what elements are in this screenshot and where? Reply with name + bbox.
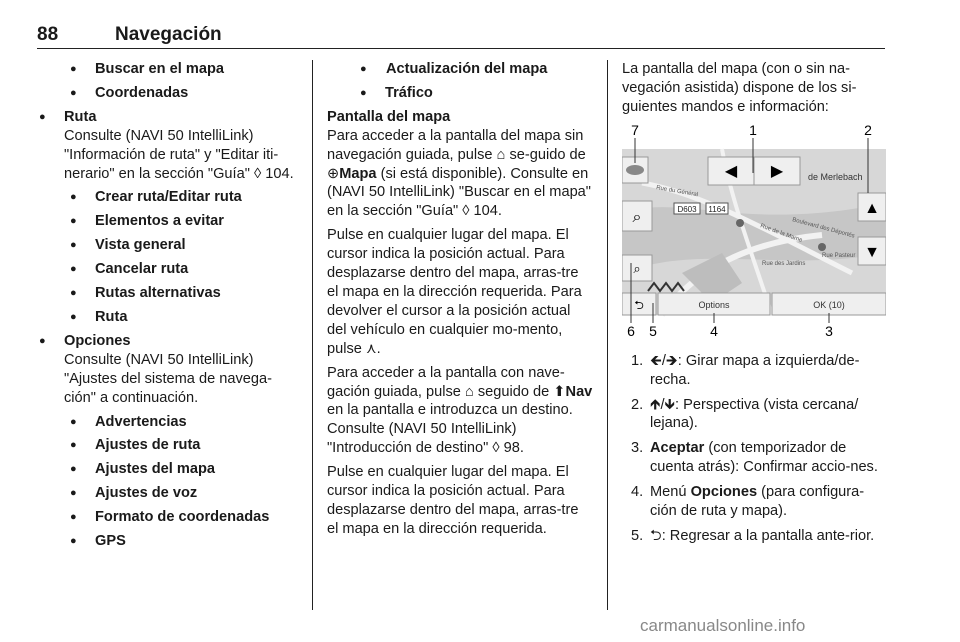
list-item: ● Actualización del mapa bbox=[327, 60, 593, 79]
paragraph: Pulse en cualquier lugar del mapa. El cursor indica la posición actual. Para desplazarse dentro del mapa, arras-tre el mapa en la dirección requerida. Para devolver el cursor a la posición actual del vehículo en cualquier mo-mento, pulse ⋏. bbox=[327, 227, 582, 357]
up-arrow-icon: ▲ bbox=[864, 199, 880, 217]
list-item: ● Ruta bbox=[37, 308, 299, 327]
page-number: 88 bbox=[37, 24, 59, 45]
list-item: ● Buscar en el mapa bbox=[37, 60, 299, 79]
compass-icon bbox=[626, 165, 644, 175]
nav-arrow-icon: ⬆ bbox=[553, 383, 566, 400]
list-item: ● Ajustes de ruta bbox=[37, 436, 299, 455]
street-label: Rue du Général bbox=[655, 184, 699, 199]
menu-heading-opciones: ● Opciones bbox=[37, 332, 299, 351]
list-item: ● Formato de coordenadas bbox=[37, 508, 299, 527]
menu-heading-ruta: ● Ruta bbox=[37, 108, 299, 127]
list-item: ● Coordenadas bbox=[37, 84, 299, 103]
right-arrow-icon: ▶ bbox=[770, 162, 784, 180]
legend-item-1: 1. 🡸/🡺: Girar mapa a izquierda/de-recha. bbox=[631, 352, 860, 388]
column-divider bbox=[607, 60, 608, 610]
list-item: ● Ajustes de voz bbox=[37, 484, 299, 503]
map-icon: ⊕ bbox=[327, 165, 340, 182]
callout-7: 7 bbox=[631, 122, 639, 138]
list-item: ● Advertencias bbox=[37, 413, 299, 432]
list-item: ● Ajustes del mapa bbox=[37, 460, 299, 479]
perspective-arrows-icon: 🡹/🡻 bbox=[650, 396, 676, 413]
intro-paragraph: La pantalla del mapa (con o sin na-vegación asistida) dispone de los si-guientes mandos e información: bbox=[622, 61, 857, 115]
paragraph: Para acceder a la pantalla con nave-gación guiada, pulse ⌂ seguido de ⬆Nav en la pantalla e introduzca un destino. Consulte (NAVI 50 IntelliLink) "Introducción de destino" ◊ 98. bbox=[327, 364, 593, 457]
home-icon: ⌂ bbox=[496, 146, 506, 163]
road-label: 1164 bbox=[708, 204, 726, 214]
map-screen-illustration bbox=[622, 123, 886, 338]
callout-3: 3 bbox=[825, 322, 833, 338]
magnifier-icon: ⌕ bbox=[632, 208, 642, 226]
list-item: ● Cancelar ruta bbox=[37, 260, 299, 279]
rotate-arrows-icon: 🡸/🡺 bbox=[650, 352, 678, 369]
place-label: de Merlebach bbox=[808, 171, 863, 182]
left-arrow-icon: ◀ bbox=[724, 162, 738, 180]
callout-1: 1 bbox=[749, 122, 757, 138]
list-item: ● Crear ruta/Editar ruta bbox=[37, 188, 299, 207]
back-icon: ⮌ bbox=[634, 297, 644, 312]
callout-6: 6 bbox=[627, 322, 635, 338]
legend-item-5: 5. ⮌: Regresar a la pantalla ante-rior. bbox=[631, 527, 875, 544]
magnifier-small-icon: ⌕ bbox=[633, 260, 641, 276]
ruta-description: Consulte (NAVI 50 IntelliLink) "Información de ruta" y "Editar iti-nerario" en la sección "Guía" ◊ 104. bbox=[64, 127, 294, 182]
opciones-description: Consulte (NAVI 50 IntelliLink) "Ajustes del sistema de navega-ción" a continuación. bbox=[64, 351, 272, 406]
street-label: Boulevard des Déportés bbox=[791, 216, 856, 240]
list-item: ● Tráfico bbox=[327, 84, 593, 103]
street-label: Rue Pasteur bbox=[822, 252, 856, 259]
list-item: ● Elementos a evitar bbox=[37, 212, 299, 231]
watermark: carmanualsonline.info bbox=[640, 616, 806, 635]
home-icon: ⌂ bbox=[464, 383, 474, 400]
callout-4: 4 bbox=[710, 322, 718, 338]
street-label: Rue des Jardins bbox=[762, 260, 806, 267]
svg-text:OK (10): OK (10) bbox=[813, 299, 845, 310]
road-label: D603 bbox=[677, 204, 697, 214]
street-label: Rue de la Marne bbox=[759, 222, 804, 244]
paragraph: Pulse en cualquier lugar del mapa. El cursor indica la posición actual. Para desplazarse dentro del mapa, arras-tre el mapa en la dirección requerida. bbox=[327, 464, 579, 537]
back-icon: ⮌ bbox=[650, 527, 662, 544]
column-2 bbox=[327, 60, 593, 544]
legend-item-3: 3. Aceptar (con temporizador de cuenta atrás): Confirmar accio-nes. bbox=[631, 440, 878, 476]
list-item: ● Vista general bbox=[37, 236, 299, 255]
column-1 bbox=[37, 60, 299, 556]
legend-item-2: 2. 🡹/🡻: Perspectiva (vista cercana/ lejana). bbox=[631, 396, 859, 432]
down-arrow-icon: ▼ bbox=[864, 243, 880, 261]
section-heading: Pantalla del mapa bbox=[327, 108, 451, 125]
column-3 bbox=[622, 60, 886, 552]
callout-2: 2 bbox=[864, 122, 872, 138]
svg-text:Options: Options bbox=[698, 299, 730, 310]
callout-5: 5 bbox=[649, 322, 657, 338]
list-item: ● GPS bbox=[37, 532, 299, 551]
page-title: Navegación bbox=[115, 24, 222, 45]
paragraph: Para acceder a la pantalla del mapa sin navegación guiada, pulse ⌂ se-guido de ⊕Mapa (si está disponible). Consulte en (NAVI 50 IntelliLink) "Buscar en el mapa" en la sección "Guía" ◊ 104. bbox=[327, 127, 591, 220]
column-divider bbox=[312, 60, 313, 610]
page-header bbox=[37, 22, 885, 49]
list-item: ● Rutas alternativas bbox=[37, 284, 299, 303]
legend-item-4: 4. Menú Opciones (para configura-ción de ruta y mapa). bbox=[631, 484, 865, 520]
